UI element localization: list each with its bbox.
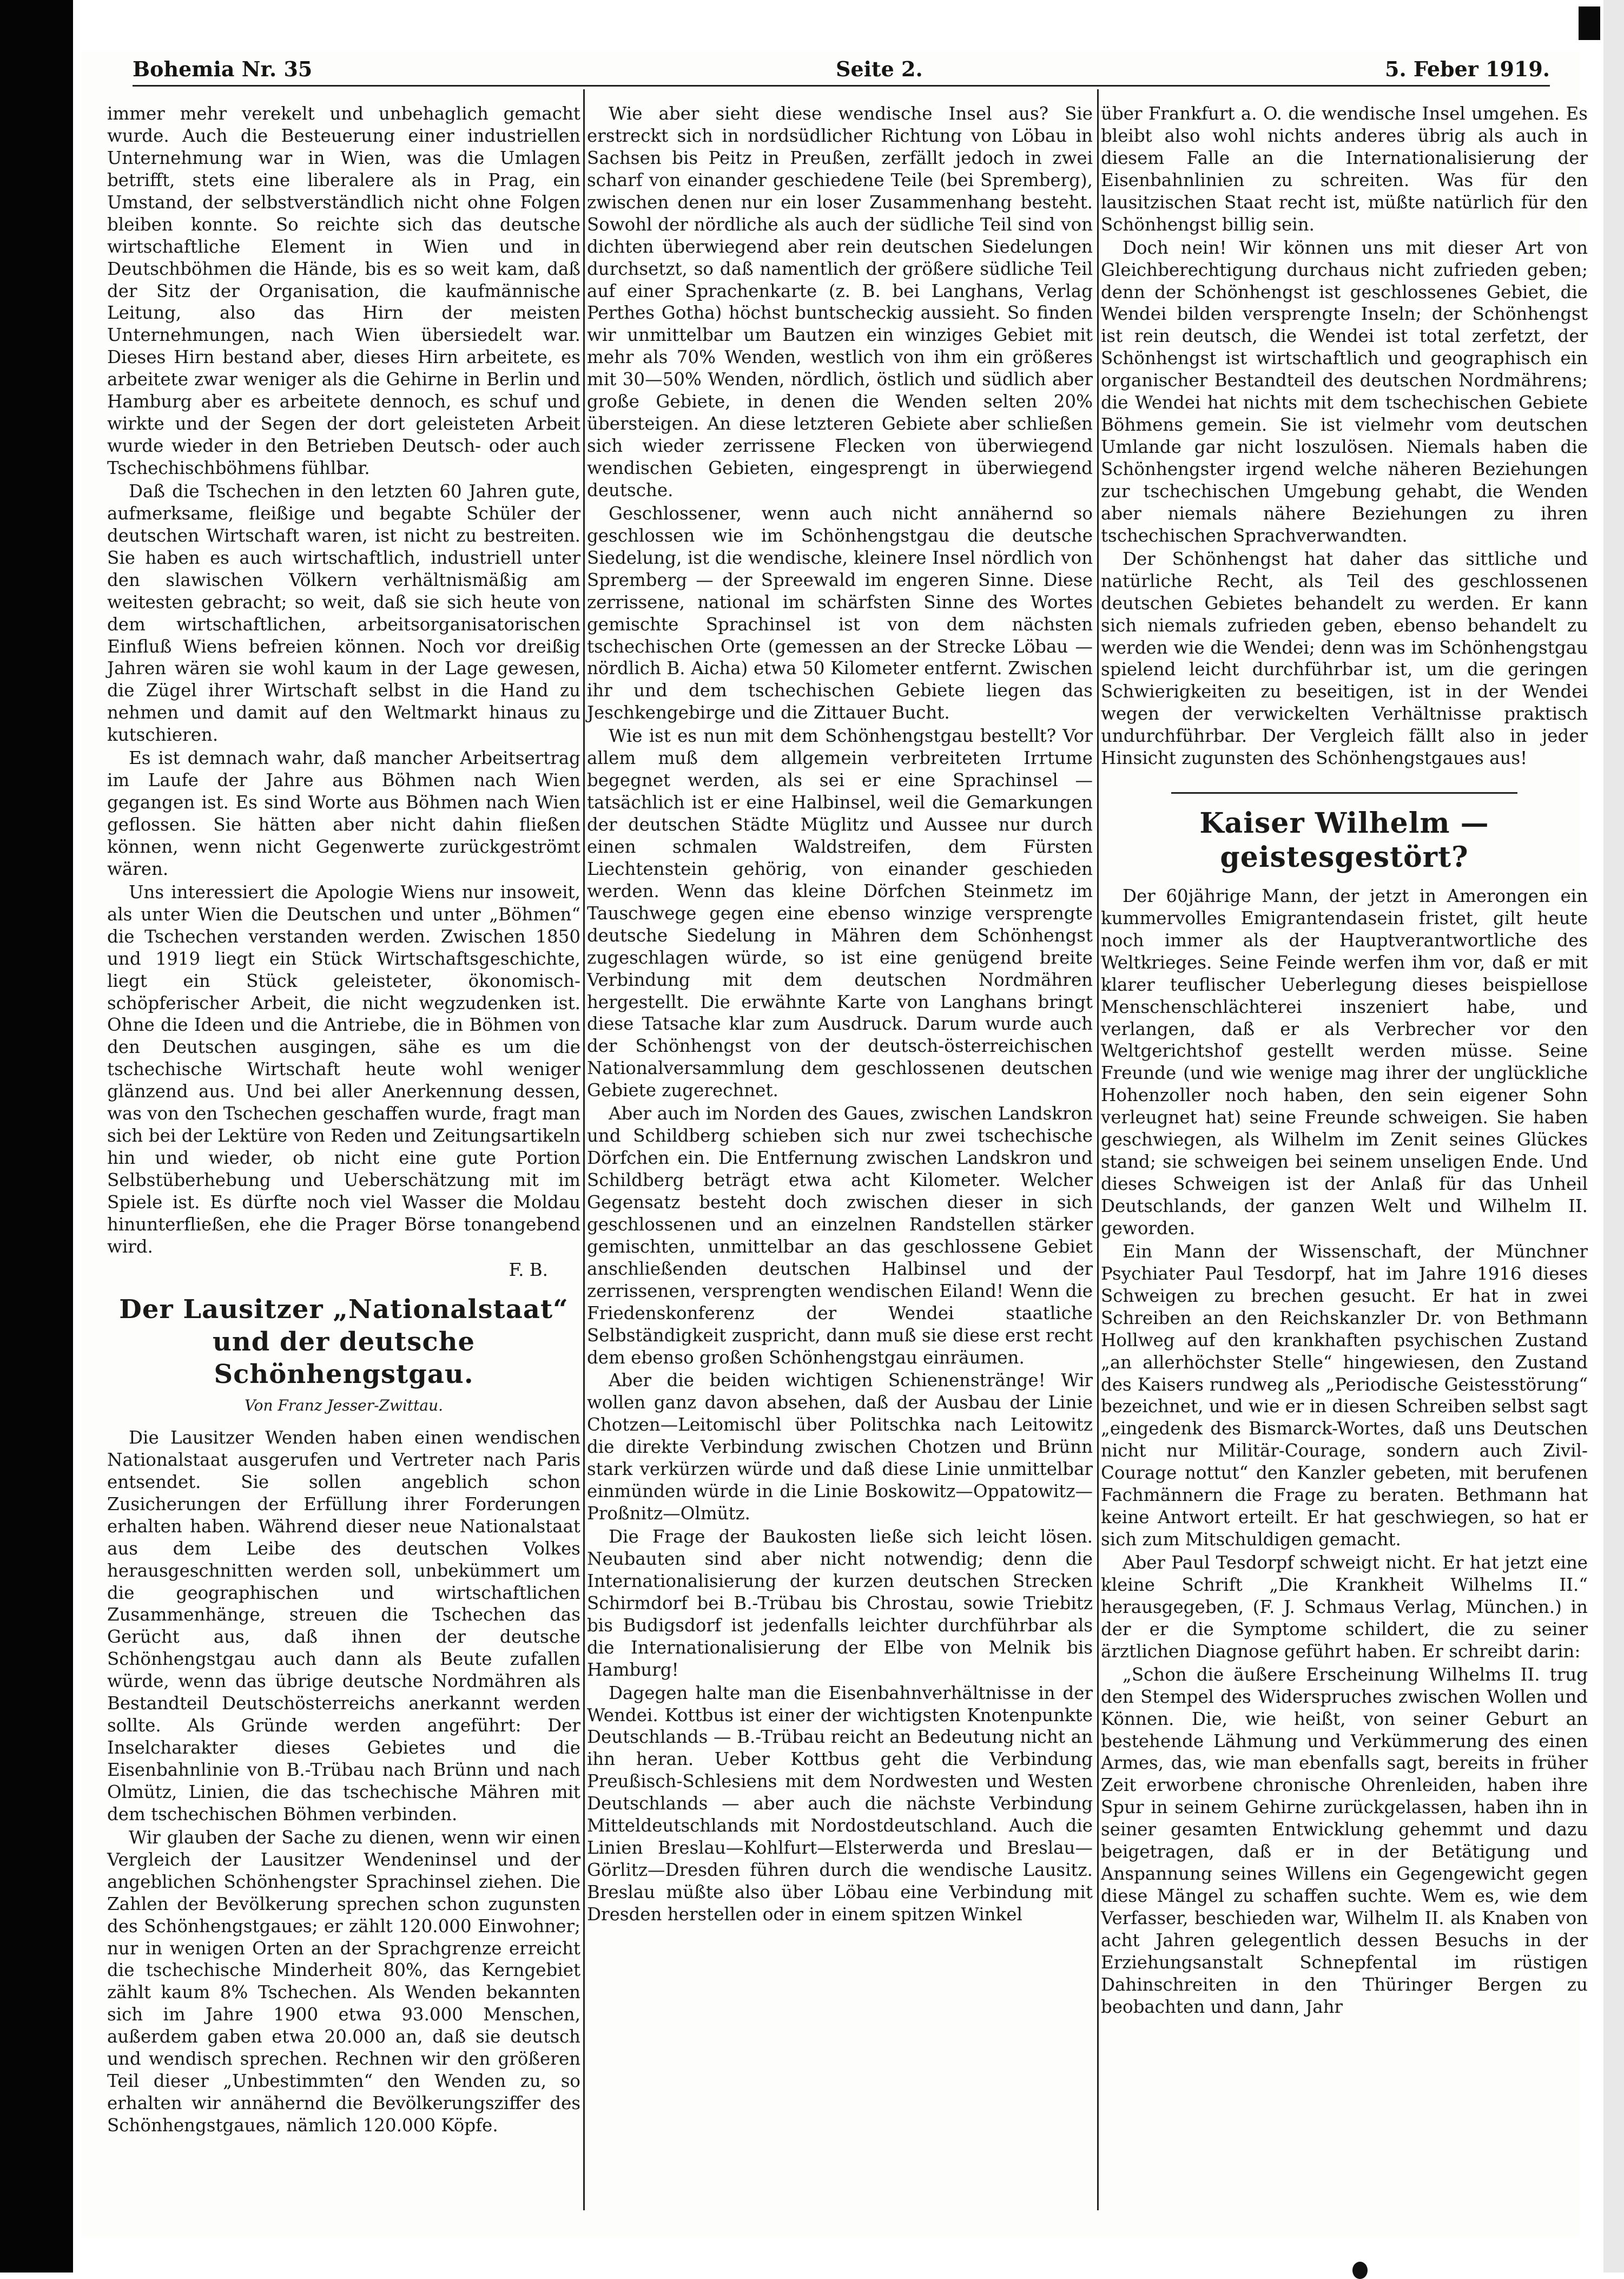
- column-2: [587, 103, 1093, 1926]
- col3-paragraph-3: Der Schönhengst hat daher das sittliche und natürliche Recht, als Teil des geschlossenen deutschen Gebietes behandelt zu werden. Er kann sich niemals zufrieden geben, ebenso behandelt zu werden wie die Wendei; denn was im Schönhengstgau spielend leicht durchführbar ist, um die geringen Schwierigkeiten zu beseitigen, ist in der Wendei wegen der verwickelten Verhältnisse praktisch undurchführbar. Der Vergleich fällt also in jeder Hinsicht zugunsten des Schönhengstgaues aus!: [1101, 548, 1588, 769]
- article-separator: [1171, 792, 1517, 794]
- col3-paragraph-5: Ein Mann der Wissenschaft, der Münchner Psychiater Paul Tesdorpf, hat im Jahre 1916 dieses Schweigen zu brechen gesucht. Er hat in zwei Schreiben an den Reichskanzler Dr. von Bethmann Hollweg auf den krankhaften psychischen Zustand „an allerhöchster Stelle“ hingewiesen, den Zustand des Kaisers rundweg als „Periodische Geistesstörung“ bezeichnet, und wie er in diesen Schreiben selbst sagt „eingedenk des Bismarck-Wortes, daß uns Deutschen nicht nur Militär-Courage, sondern auch Zivil-Courage nottut“ den Kanzler gebeten, mit berufenen Fachmännern die Frage zu beraten. Bethmann hat keine Antwort erteilt. Er hat geschwiegen, so hat er sich zum Mitschuldigen gemacht.: [1101, 1241, 1588, 1550]
- col2-paragraph-4: Aber auch im Norden des Gaues, zwischen Landskron und Schildberg schieben sich nur zwei tschechische Dörfchen ein. Die Entfernung zwischen Landskron und Schildberg beträgt etwa acht Kilometer. Welcher Gegensatz besteht doch zwischen dieser in sich geschlossenen und an einzelnen Randstellen stärker gemischten, unmittelbar an das geschlossene Gebiet anschließenden deutschen Halbinsel und der zerrissenen, versprengten wendischen Eiland! Wenn die Friedenskonferenz der Wendei staatliche Selbständigkeit zuspricht, dann muß sie diese erst recht dem ebenso großen Schönhengstgau einräumen.: [587, 1103, 1093, 1368]
- col3-paragraph-7: „Schon die äußere Erscheinung Wilhelms II. trug den Stempel des Widerspruches zwischen Wollen und Können. Die, wie heißt, von seiner Geburt an bestehende Lähmung und Verkümmerung des einen Armes, das, wie man ebenfalls sagt, bereits in früher Zeit erworbene chronische Ohrenleiden, haben ihre Spur in seinem Gehirne zurückgelassen, haben ihn in seiner gesamten Entwicklung gehemmt und dazu beigetragen, daß er in der Betätigung und Anspannung seines Willens ein Gegengewicht gegen diese Mängel zu schaffen suchte. Wem es, wie dem Verfasser, beschieden war, Wilhelm II. als Knaben von acht Jahren gelegentlich dessen Besuchs in der Erziehungsanstalt Schnepfental im rüstigen Dahinschreiten in den Thüringer Bergen zu beobachten und dann, Jahr: [1101, 1664, 1588, 2017]
- header-date: 5. Feber 1919.: [1385, 57, 1550, 81]
- scan-corner-mark: [1579, 6, 1600, 40]
- col3-paragraph-6: Aber Paul Tesdorpf schweigt nicht. Er hat jetzt eine kleine Schrift „Die Krankheit Wilhelms II.“ herausgegeben, (F. J. Schmaus Verlag, München.) in der er die Symptome schildert, die zu seiner ärztlichen Diagnose geführt haben. Er schreibt darin:: [1101, 1552, 1588, 1662]
- col3-paragraph-1: über Frankfurt a. O. die wendische Insel umgehen. Es bleibt also wohl nichts anderes übrig als auch in diesem Falle an die Internationalisierung der Eisenbahnlinien zu schreiten. Was für den lausitzischen Staat recht ist, müßte natürlich für den Schönhengst billig sein.: [1101, 103, 1588, 235]
- col2-paragraph-5: Aber die beiden wichtigen Schienenstränge! Wir wollen ganz davon absehen, daß der Ausbau der Linie Chotzen—Leitomischl über Politschka nach Leitowitz die direkte Verbindung zwischen Chotzen und Brünn stark verkürzen würde und daß diese Linie unmittelbar einmünden würde in die Linie Boskowitz—Oppatowitz—Proßnitz—Olmütz.: [587, 1370, 1093, 1524]
- col3-paragraph-2: Doch nein! Wir können uns mit dieser Art von Gleichberechtigung durchaus nicht zufrieden geben; denn der Schönhengst ist geschlossenes Gebiet, die Wendei bilden versprengte Inseln; der Schönhengst ist rein deutsch, die Wendei ist total zerfetzt, der Schönhengst ist wirtschaftlich und geographisch ein organischer Bestandteil des deutschen Nordmährens; die Wendei hat nichts mit dem tschechischen Gebiete Böhmens gemein. Sie ist vielmehr vom deutschen Umlande gar nicht loszulösen. Niemals haben die Schönhengster irgend welche näheren Beziehungen zur tschechischen Umgebung gehabt, die Wenden aber niemals nähere Beziehungen zu ihren tschechischen Sprachverwandten.: [1101, 237, 1588, 546]
- header-page-number: Seite 2.: [836, 57, 923, 81]
- article-title-kaiser: Kaiser Wilhelm — geistesgestört?: [1199, 807, 1489, 874]
- ink-blot: [1352, 2262, 1368, 2279]
- article-title-lausitz: Der Lausitzer „Nationalstaat“ und der deutsche Schönhengstgau.: [119, 1294, 569, 1389]
- column-3: [1101, 103, 1588, 2018]
- col1-paragraph-3: Es ist demnach wahr, daß mancher Arbeitsertrag im Laufe der Jahre aus Böhmen nach Wien gegangen ist. Es sind Worte aus Böhmen nach Wien geflossen. Sie hätten aber nicht dahin fließen können, wenn nicht Gegenwerte zurückgeströmt wären.: [107, 748, 580, 879]
- col1-paragraph-4: Uns interessiert die Apologie Wiens nur insoweit, als unter Wien die Deutschen und unter „Böhmen“ die Tschechen verstanden werden. Zwischen 1850 und 1919 liegt ein Stück Wirtschaftsgeschichte, liegt ein Stück geleisteter, ökonomisch-schöpferischer Arbeit, die nicht wegzudenken ist. Ohne die Ideen und die Antriebe, die in Böhmen von den Deutschen ausgingen, sähe es um die tschechische Wirtschaft heute wohl weniger glänzend aus. Und bei aller Anerkennung dessen, was von den Tschechen geschaffen wurde, fragt man sich bei der Lektüre von Reden und Zeitungsartikeln hin und wieder, ob nicht eine gute Portion Selbstüberhebung und Ueberschätzung mit im Spiele ist. Es dürfte noch viel Wasser die Moldau hinunterfließen, ehe die Prager Börse tonangebend wird.: [107, 881, 580, 1257]
- col1-signature: F. B.: [509, 1259, 548, 1280]
- col1-paragraph-1: immer mehr verekelt und unbehaglich gemacht wurde. Auch die Besteuerung einer industriellen Unternehmung war in Wien, was die Umlagen betrifft, stets eine liberalere als in Prag, ein Umstand, der selbstverständlich nicht ohne Folgen bleiben konnte. So reichte sich das deutsche wirtschaftliche Element in Wien und in Deutschböhmen die Hände, bis es so weit kam, daß der Sitz der Organisation, die kaufmännische Leitung, also das Hirn der meisten Unternehmungen, nach Wien übersiedelt war. Dieses Hirn bestand aber, dieses Hirn arbeitete, es arbeitete zwar weniger als die Gehirne in Berlin und Hamburg aber es arbeitete dennoch, es schuf und wirkte und der Segen der dort geleisteten Arbeit wurde wieder in den Betrieben Deutsch- oder auch Tschechischböhmens fühlbar.: [107, 103, 580, 478]
- page-header: [133, 51, 1550, 95]
- col1-paragraph-6: Wir glauben der Sache zu dienen, wenn wir einen Vergleich der Lausitzer Wendeninsel und der angeblichen Schönhengster Sprachinsel ziehen. Die Zahlen der Bevölkerung sprechen schon zugunsten des Schönhengstgaues; er zählt 120.000 Einwohner; nur in wenigen Orten an der Sprachgrenze erreicht die tschechische Minderheit 80%, das Kerngebiet zählt kaum 8% Tschechen. Als Wenden bekannten sich im Jahre 1900 etwa 93.000 Menschen, außerdem gaben etwa 20.000 an, daß sie deutsch und wendisch sprechen. Rechnen wir den größeren Teil dieser „Unbestimmten“ den Wenden zu, so erhalten wir annähernd die Bevölkerungsziffer des Schönhengstgaues, nämlich 120.000 Köpfe.: [107, 1827, 580, 2136]
- column-1: [107, 103, 580, 2137]
- col1-paragraph-5: Die Lausitzer Wenden haben einen wendischen Nationalstaat ausgerufen und Vertreter nach Paris entsendet. Sie sollen angeblich schon Zusicherungen der Erfüllung ihrer Forderungen erhalten haben. Während dieser neue Nationalstaat aus dem Leibe des deutschen Volkes herausgeschnitten werden soll, unbekümmert um die geographischen und wirtschaftlichen Zusammenhänge, streuen die Tschechen das Gerücht aus, daß ihnen der deutsche Schönhengstgau auch dann als Beute zufallen würde, wenn das übrige deutsche Nordmähren als Bestandteil Deutschösterreichs anerkannt werden sollte. Als Gründe werden angeführt: Der Inselcharakter dieses Gebietes und die Eisenbahnlinie von B.-Trübau nach Brünn und nach Olmütz, Linien, die das tschechische Mähren mit dem tschechischen Böhmen verbinden.: [107, 1427, 580, 1824]
- column-rule-2: [1097, 89, 1099, 2210]
- col1-paragraph-2: Daß die Tschechen in den letzten 60 Jahren gute, aufmerksame, fleißige und begabte Schüler der deutschen Wirtschaft waren, ist nicht zu bestreiten. Sie haben es auch wirtschaftlich, industriell unter den slawischen Völkern verhältnismäßig am weitesten gebracht; so weit, daß sie sich heute von dem wirtschaftlichen, arbeitsorganisatorischen Einfluß Wiens befreien können. Noch vor dreißig Jahren wären sie wohl kaum in der Lage gewesen, die Zügel ihrer Wirtschaft selbst in die Hand zu nehmen und damit auf den Weltmarkt hinaus zu kutschieren.: [107, 480, 580, 746]
- scan-margin-right: [1603, 0, 1624, 2273]
- col3-paragraph-4: Der 60jährige Mann, der jetzt in Amerongen ein kummervolles Emigrantendasein fristet, gilt heute noch immer als der Hauptverantwortliche des Weltkrieges. Seine Feinde werfen ihm vor, daß er mit klarer teuflischer Ueberlegung dieses beispiellose Menschenschlächterei inszeniert habe, und verlangen, daß er als Verbrecher vor den Weltgerichtshof gestellt werden müsse. Seine Freunde (und wie wenige mag ihrer der unglückliche Hohenzoller noch haben, den sein eigener Sohn verleugnet hat) seine Freunde schweigen. Sie haben geschwiegen, als Wilhelm im Zenit seines Glückes stand; sie schweigen bei seinem unseligen Ende. Und dieses Schweigen ist der Anlaß für das Unheil Deutschlands, der ganzen Welt und Wilhelm II. geworden.: [1101, 885, 1588, 1239]
- article-byline: Von Franz Jesser-Zwittau.: [244, 1396, 444, 1414]
- col2-paragraph-7: Dagegen halte man die Eisenbahnverhältnisse in der Wendei. Kottbus ist einer der wichtigsten Knotenpunkte Deutschlands — B.-Trübau reicht an Bedeutung nicht an ihn heran. Ueber Kottbus geht die Verbindung Preußisch-Schlesiens mit dem Nordwesten und Westen Deutschlands — aber auch die nächste Verbindung Mitteldeutschlands mit Nordostdeutschland. Auch die Linien Breslau—Kohlfurt—Elsterwerda und Breslau—Görlitz—Dresden führen durch die wendische Lausitz. Breslau müßte also über Löbau eine Verbindung mit Dresden herstellen oder in einem spitzen Winkel: [587, 1682, 1093, 1925]
- header-rule: [133, 85, 1550, 87]
- newspaper-page: [81, 51, 1588, 2237]
- col2-paragraph-3: Wie ist es nun mit dem Schönhengstgau bestellt? Vor allem muß dem allgemein verbreiteten Irrtume begegnet werden, als sei er eine Sprachinsel — tatsächlich ist er eine Halbinsel, weil die Gemarkungen der deutschen Städte Müglitz und Aussee nur durch einen schmalen Waldstreifen, dem Fürsten Liechtenstein gehörig, von einander geschieden werden. Wenn das kleine Dörfchen Steinmetz im Tauschwege gegen eine ebenso winzige versprengte deutsche Siedelung in Mähren dem Schönhengst zugeschlagen würde, so ist eine genügend breite Verbindung mit dem deutschen Nordmähren hergestellt. Die erwähnte Karte von Langhans bringt diese Tatsache klar zum Ausdruck. Darum wurde auch der Schönhengst von der deutsch-österreichischen Nationalversammlung dem geschlossenen deutschen Gebiete zugerechnet.: [587, 726, 1093, 1101]
- column-rule-1: [583, 89, 585, 2210]
- scan-margin-black: [0, 0, 73, 2273]
- col2-paragraph-6: Die Frage der Baukosten ließe sich leicht lösen. Neubauten sind aber nicht notwendig; denn die Internationalisierung der kurzen deutschen Strecken Schirmdorf bei B.-Trübau bis Chrostau, sowie Triebitz bis Budigsdorf ist jedenfalls leichter durchführbar als die Internationalisierung der Elbe von Melnik bis Hamburg!: [587, 1526, 1093, 1680]
- col2-paragraph-2: Geschlossener, wenn auch nicht annähernd so geschlossen wie im Schönhengstgau die deutsche Siedelung, ist die wendische, kleinere Insel nördlich von Spremberg — der Spreewald im engeren Sinne. Diese zerrissene, national im schärfsten Sinne des Wortes gemischte Sprachinsel ist von dem nächsten tschechischen Orte (gemessen an der Strecke Löbau — nördlich B. Aicha) etwa 50 Kilometer entfernt. Zwischen ihr und dem tschechischen Gebiete liegen das Jeschkengebirge und die Zittauer Bucht.: [587, 503, 1093, 723]
- col2-paragraph-1: Wie aber sieht diese wendische Insel aus? Sie erstreckt sich in nordsüdlicher Richtung von Löbau in Sachsen bis Peitz in Preußen, zerfällt jedoch in zwei scharf von einander geschiedene Teile (bei Spremberg), zwischen denen nur ein loser Zusammenhang besteht. Sowohl der nördliche als auch der südliche Teil sind von dichten überwiegend aber rein deutschen Siedelungen durchsetzt, so daß namentlich der größere südliche Teil auf einer Sprachenkarte (z. B. bei Langhans, Verlag Perthes Gotha) höchst buntscheckig aussieht. So finden wir unmittelbar um Bautzen ein winziges Gebiet mit mehr als 70% Wenden, westlich von ihm ein größeres mit 30—50% Wenden, nördlich, östlich und südlich aber große Gebiete, in denen die Wenden selten 20% übersteigen. An diese letzteren Gebiete aber schließen sich wieder zerrissene Flecken von überwiegend wendischen Gebieten, eingesprengt in überwiegend deutsche.: [587, 103, 1093, 500]
- header-paper-issue: Bohemia Nr. 35: [133, 57, 313, 81]
